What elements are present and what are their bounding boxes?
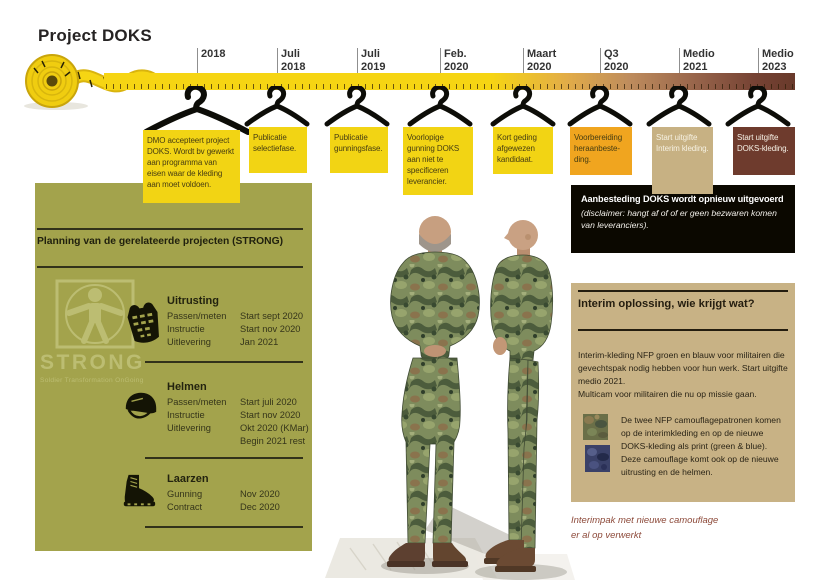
divider xyxy=(37,266,303,268)
notice-box xyxy=(571,185,795,253)
vest-icon xyxy=(125,301,163,345)
row-label: Passen/meten xyxy=(167,397,227,407)
timeline-card: Start uitgifte DOKS-kleding. xyxy=(733,127,795,175)
timeline-card: Start uitgifte Interim kleding. xyxy=(652,127,713,194)
row-value: Begin 2021 rest xyxy=(240,436,306,446)
timeline-date: 2018 xyxy=(201,48,226,60)
hanger-icon xyxy=(645,86,713,128)
row-label: Instructie xyxy=(167,410,205,420)
soldiers-photo xyxy=(325,208,575,583)
camo-swatch-blue xyxy=(585,445,610,472)
row-label: Passen/meten xyxy=(167,311,227,321)
timeline-tick-line xyxy=(277,48,278,73)
interim-body xyxy=(578,349,791,401)
section-title-uitrusting: Uitrusting xyxy=(167,295,219,307)
divider xyxy=(578,290,788,292)
timeline-card: Kort geding afgewezen kandidaat. xyxy=(493,127,553,174)
row-value: Start juli 2020 xyxy=(240,397,297,407)
divider xyxy=(145,526,303,528)
timeline-date: Medio 2021 xyxy=(683,48,715,73)
boot-icon xyxy=(120,471,158,511)
timeline-tick-line xyxy=(440,48,441,73)
row-label: Instructie xyxy=(167,324,205,334)
timeline-card: Publicatie gunningsfase. xyxy=(330,127,388,173)
planning-heading: Planning van de gerelateerde projecten (STRONG) xyxy=(37,236,284,247)
row-label: Uitlevering xyxy=(167,337,211,347)
row-value: Dec 2020 xyxy=(240,502,280,512)
planning-panel xyxy=(35,183,312,551)
timeline-tick-line xyxy=(197,48,198,73)
hanger-icon xyxy=(566,86,634,128)
divider xyxy=(145,457,303,459)
timeline-tick-line xyxy=(600,48,601,73)
timeline-tick-line xyxy=(758,48,759,73)
divider xyxy=(578,329,788,331)
camo-swatch-green xyxy=(583,414,608,440)
row-label: Gunning xyxy=(167,489,203,499)
section-title-helmen: Helmen xyxy=(167,381,207,393)
photo-caption xyxy=(571,513,718,543)
timeline-tick-line xyxy=(679,48,680,73)
interim-paragraph-1: Interim-kleding NFP groen en blauw voor militairen die gevechtspak nodig hebben voor hun werk. Start uitgifte medio 2021. xyxy=(578,350,788,386)
timeline-date: Juli 2019 xyxy=(361,48,386,73)
timeline-date: Maart 2020 xyxy=(527,48,557,73)
hanger-icon xyxy=(323,86,391,128)
hanger-icon xyxy=(406,86,474,128)
row-value: Start sept 2020 xyxy=(240,311,304,321)
timeline-tick-line xyxy=(357,48,358,73)
timeline-card: Voorbereiding heraanbeste-ding. xyxy=(570,127,632,175)
strong-logo-subtitle: Soldier Transformation OnGoing xyxy=(40,377,144,384)
timeline-card: DMO accepteert project DOKS. Wordt bv gewerkt aan programma van eisen waar de kleding aan moet voldoen. xyxy=(143,130,240,203)
row-label: Uitlevering xyxy=(167,423,211,433)
timeline-card: Publicatie selectiefase. xyxy=(249,127,307,173)
page-title: Project DOKS xyxy=(38,26,152,45)
section-title-laarzen: Laarzen xyxy=(167,473,209,485)
hanger-icon xyxy=(724,86,792,128)
interim-paragraph-2: Multicam voor militairen die nu op missie gaan. xyxy=(578,389,757,399)
hanger-icon xyxy=(243,86,311,128)
timeline-date: Feb. 2020 xyxy=(444,48,469,73)
timeline-date: Juli 2018 xyxy=(281,48,306,73)
row-value: Jan 2021 xyxy=(240,337,279,347)
row-value: Start nov 2020 xyxy=(240,324,301,334)
interim-panel xyxy=(571,283,795,502)
notice-title: Aanbesteding DOKS wordt opnieuw uitgevoerd xyxy=(581,194,784,204)
timeline-date: Medio 2023 xyxy=(762,48,794,73)
strong-logo-wordmark: STRONG xyxy=(40,351,145,374)
photo-caption-line1: Interimpak met nieuwe camouflage xyxy=(571,515,719,526)
timeline-card: Voorlopige gunning DOKS aan niet te specificeren leverancier. xyxy=(403,127,473,195)
row-label: Contract xyxy=(167,502,203,512)
timeline-tick-line xyxy=(523,48,524,73)
photo-caption-line2: er al op verwerkt xyxy=(571,530,642,541)
divider xyxy=(145,361,303,363)
divider xyxy=(37,228,303,230)
row-value: Nov 2020 xyxy=(240,489,280,499)
row-value: Okt 2020 (KMar) xyxy=(240,423,309,433)
row-value: Start nov 2020 xyxy=(240,410,301,420)
helmet-icon xyxy=(122,389,160,425)
hanger-icon xyxy=(489,86,557,128)
interim-heading: Interim oplossing, wie krijgt wat? xyxy=(578,298,755,310)
soldier-side-view xyxy=(484,220,553,572)
timeline-date: Q3 2020 xyxy=(604,48,629,73)
notice-disclaimer: (disclaimer: hangt af of of er geen bezwaren komen van leveranciers). xyxy=(581,208,777,231)
camo-swatch-note: De twee NFP camouflagepatronen komen op de interimkleding en op de nieuwe DOKS-kleding als print (green & blue). Deze camouflage komt ook op de nieuwe uitrusting en de helmen. xyxy=(621,415,781,477)
